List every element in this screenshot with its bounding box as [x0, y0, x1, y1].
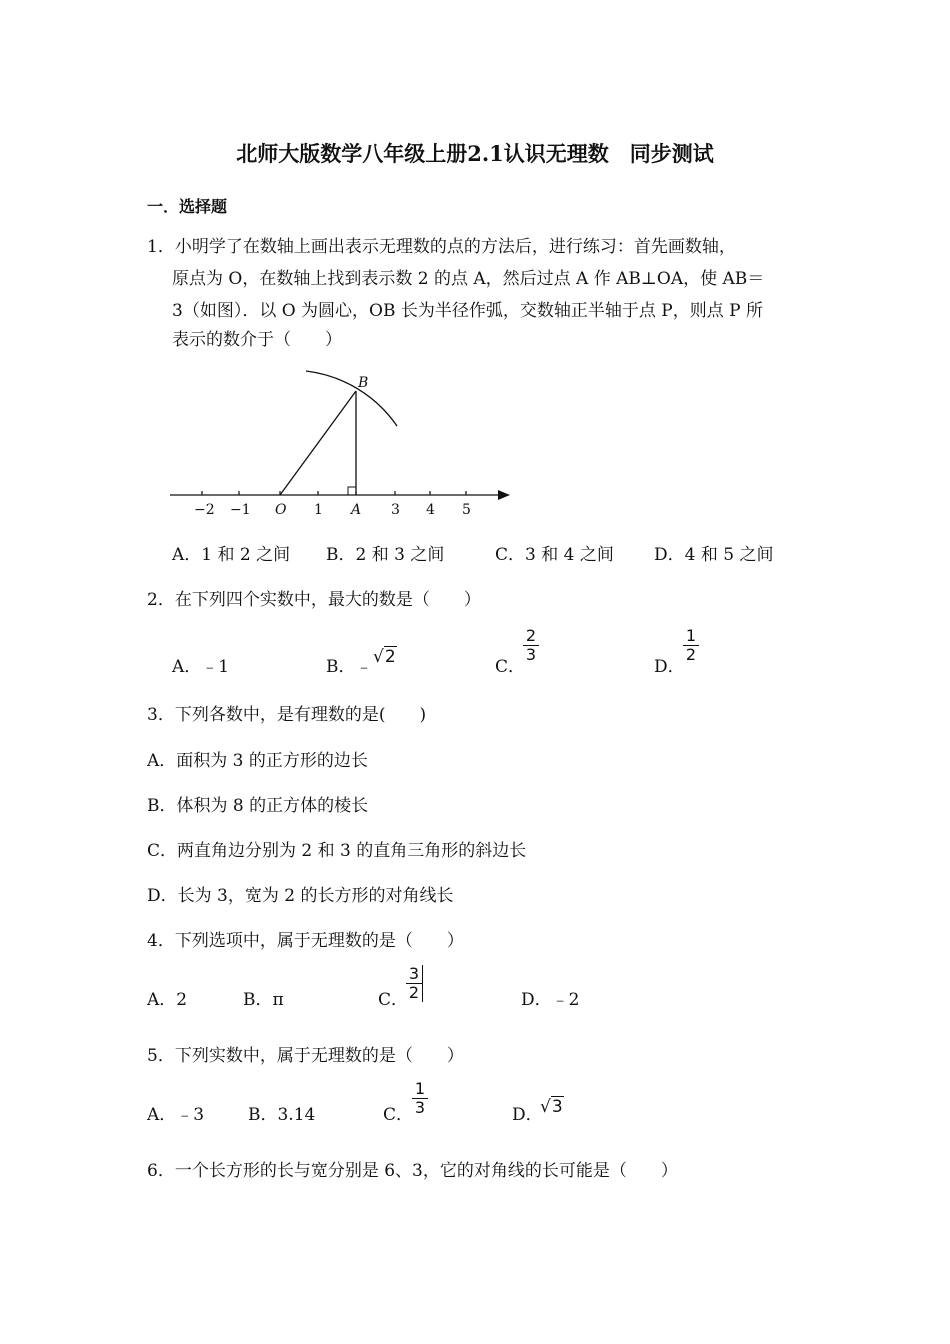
q6-stem: 6．一个长方形的长与宽分别是 6、3，它的对角线的长可能是（ ）	[147, 1161, 678, 1181]
q5-option-a: A．﹣3	[147, 1105, 205, 1125]
q4-option-c-fraction	[406, 965, 423, 1002]
q2-option-d-fraction	[683, 627, 699, 664]
q4-option-a: A．2	[147, 990, 188, 1010]
q4-stem: 4．下列选项中，属于无理数的是（ ）	[147, 931, 464, 951]
section-heading: 一．选择题	[147, 197, 228, 216]
tick-label: 5	[462, 502, 471, 518]
denominator: 3	[525, 645, 537, 664]
q2-stem: 2．在下列四个实数中，最大的数是（ ）	[147, 590, 481, 610]
denominator: 2	[685, 645, 697, 664]
denominator: 2	[408, 983, 420, 1002]
q1-line2: 原点为 O，在数轴上找到表示数 2 的点 A，然后过点 A 作 AB⊥OA，使 AB＝	[172, 269, 765, 289]
q2-option-c-prefix: C．	[495, 657, 526, 677]
q4-option-d: D．﹣2	[521, 990, 580, 1010]
axis-arrow-icon	[498, 490, 510, 500]
number-line-figure	[160, 362, 520, 522]
q3-option-b: B．体积为 8 的正方体的棱长	[147, 796, 369, 816]
q2-option-a: A．﹣1	[172, 657, 230, 677]
q3-option-c: C．两直角边分别为 2 和 3 的直角三角形的斜边长	[147, 841, 527, 861]
q2-option-b-sqrt: √2	[373, 647, 396, 667]
q2-option-c-fraction	[523, 627, 539, 664]
q1-option-a: A．1 和 2 之间	[172, 545, 291, 565]
q3-option-a: A．面积为 3 的正方形的边长	[147, 751, 368, 771]
q5-option-c-prefix: C．	[383, 1105, 414, 1125]
q5-option-d-prefix: D．	[512, 1105, 543, 1125]
point-b-label: B	[358, 375, 369, 391]
q5-stem: 5．下列实数中，属于无理数的是（ ）	[147, 1046, 464, 1066]
q3-option-d: D．长为 3，宽为 2 的长方形的对角线长	[147, 886, 454, 906]
q1-line1: 1．小明学了在数轴上画出表示无理数的点的方法后，进行练习：首先画数轴，	[147, 237, 736, 257]
q1-line4: 表示的数介于（ ）	[172, 330, 342, 350]
denominator: 3	[414, 1098, 426, 1117]
q5-option-c-fraction	[412, 1080, 428, 1117]
tick-label-origin: O	[275, 502, 287, 518]
q1-option-b: B．2 和 3 之间	[326, 545, 445, 565]
q5-option-b: B．3.14	[248, 1105, 316, 1125]
tick-label: 4	[426, 502, 435, 518]
radicand: 3	[551, 1097, 563, 1117]
q4-option-c-prefix: C．	[378, 990, 409, 1010]
q1-option-c: C．3 和 4 之间	[495, 545, 614, 565]
q2-option-d-prefix: D．	[654, 657, 685, 677]
q1-option-d: D．4 和 5 之间	[654, 545, 774, 565]
numerator: 1	[683, 627, 699, 646]
tick-label: 1	[314, 502, 323, 518]
arc-ob	[306, 371, 397, 426]
q2-option-b-prefix: B．﹣	[326, 657, 373, 677]
right-angle-mark	[348, 487, 356, 495]
numerator: 2	[523, 627, 539, 646]
q5-option-d-sqrt: √3	[540, 1097, 563, 1117]
tick-label: −1	[230, 502, 251, 518]
page-title: 北师大版数学八年级上册2.1认识无理数 同步测试	[236, 141, 714, 166]
segment-ob	[280, 391, 356, 495]
numerator: 1	[412, 1080, 428, 1099]
tick-label: −2	[194, 502, 215, 518]
q3-stem: 3．下列各数中，是有理数的是( )	[147, 705, 427, 725]
tick-label-a: A	[351, 502, 362, 518]
numerator: 3	[406, 965, 422, 984]
radicand: 2	[384, 647, 396, 667]
q4-option-b: B．π	[243, 990, 284, 1010]
tick-label: 3	[391, 502, 400, 518]
q1-line3: 3（如图）．以 O 为圆心，OB 长为半径作弧，交数轴正半轴于点 P，则点 P 所	[172, 301, 763, 321]
